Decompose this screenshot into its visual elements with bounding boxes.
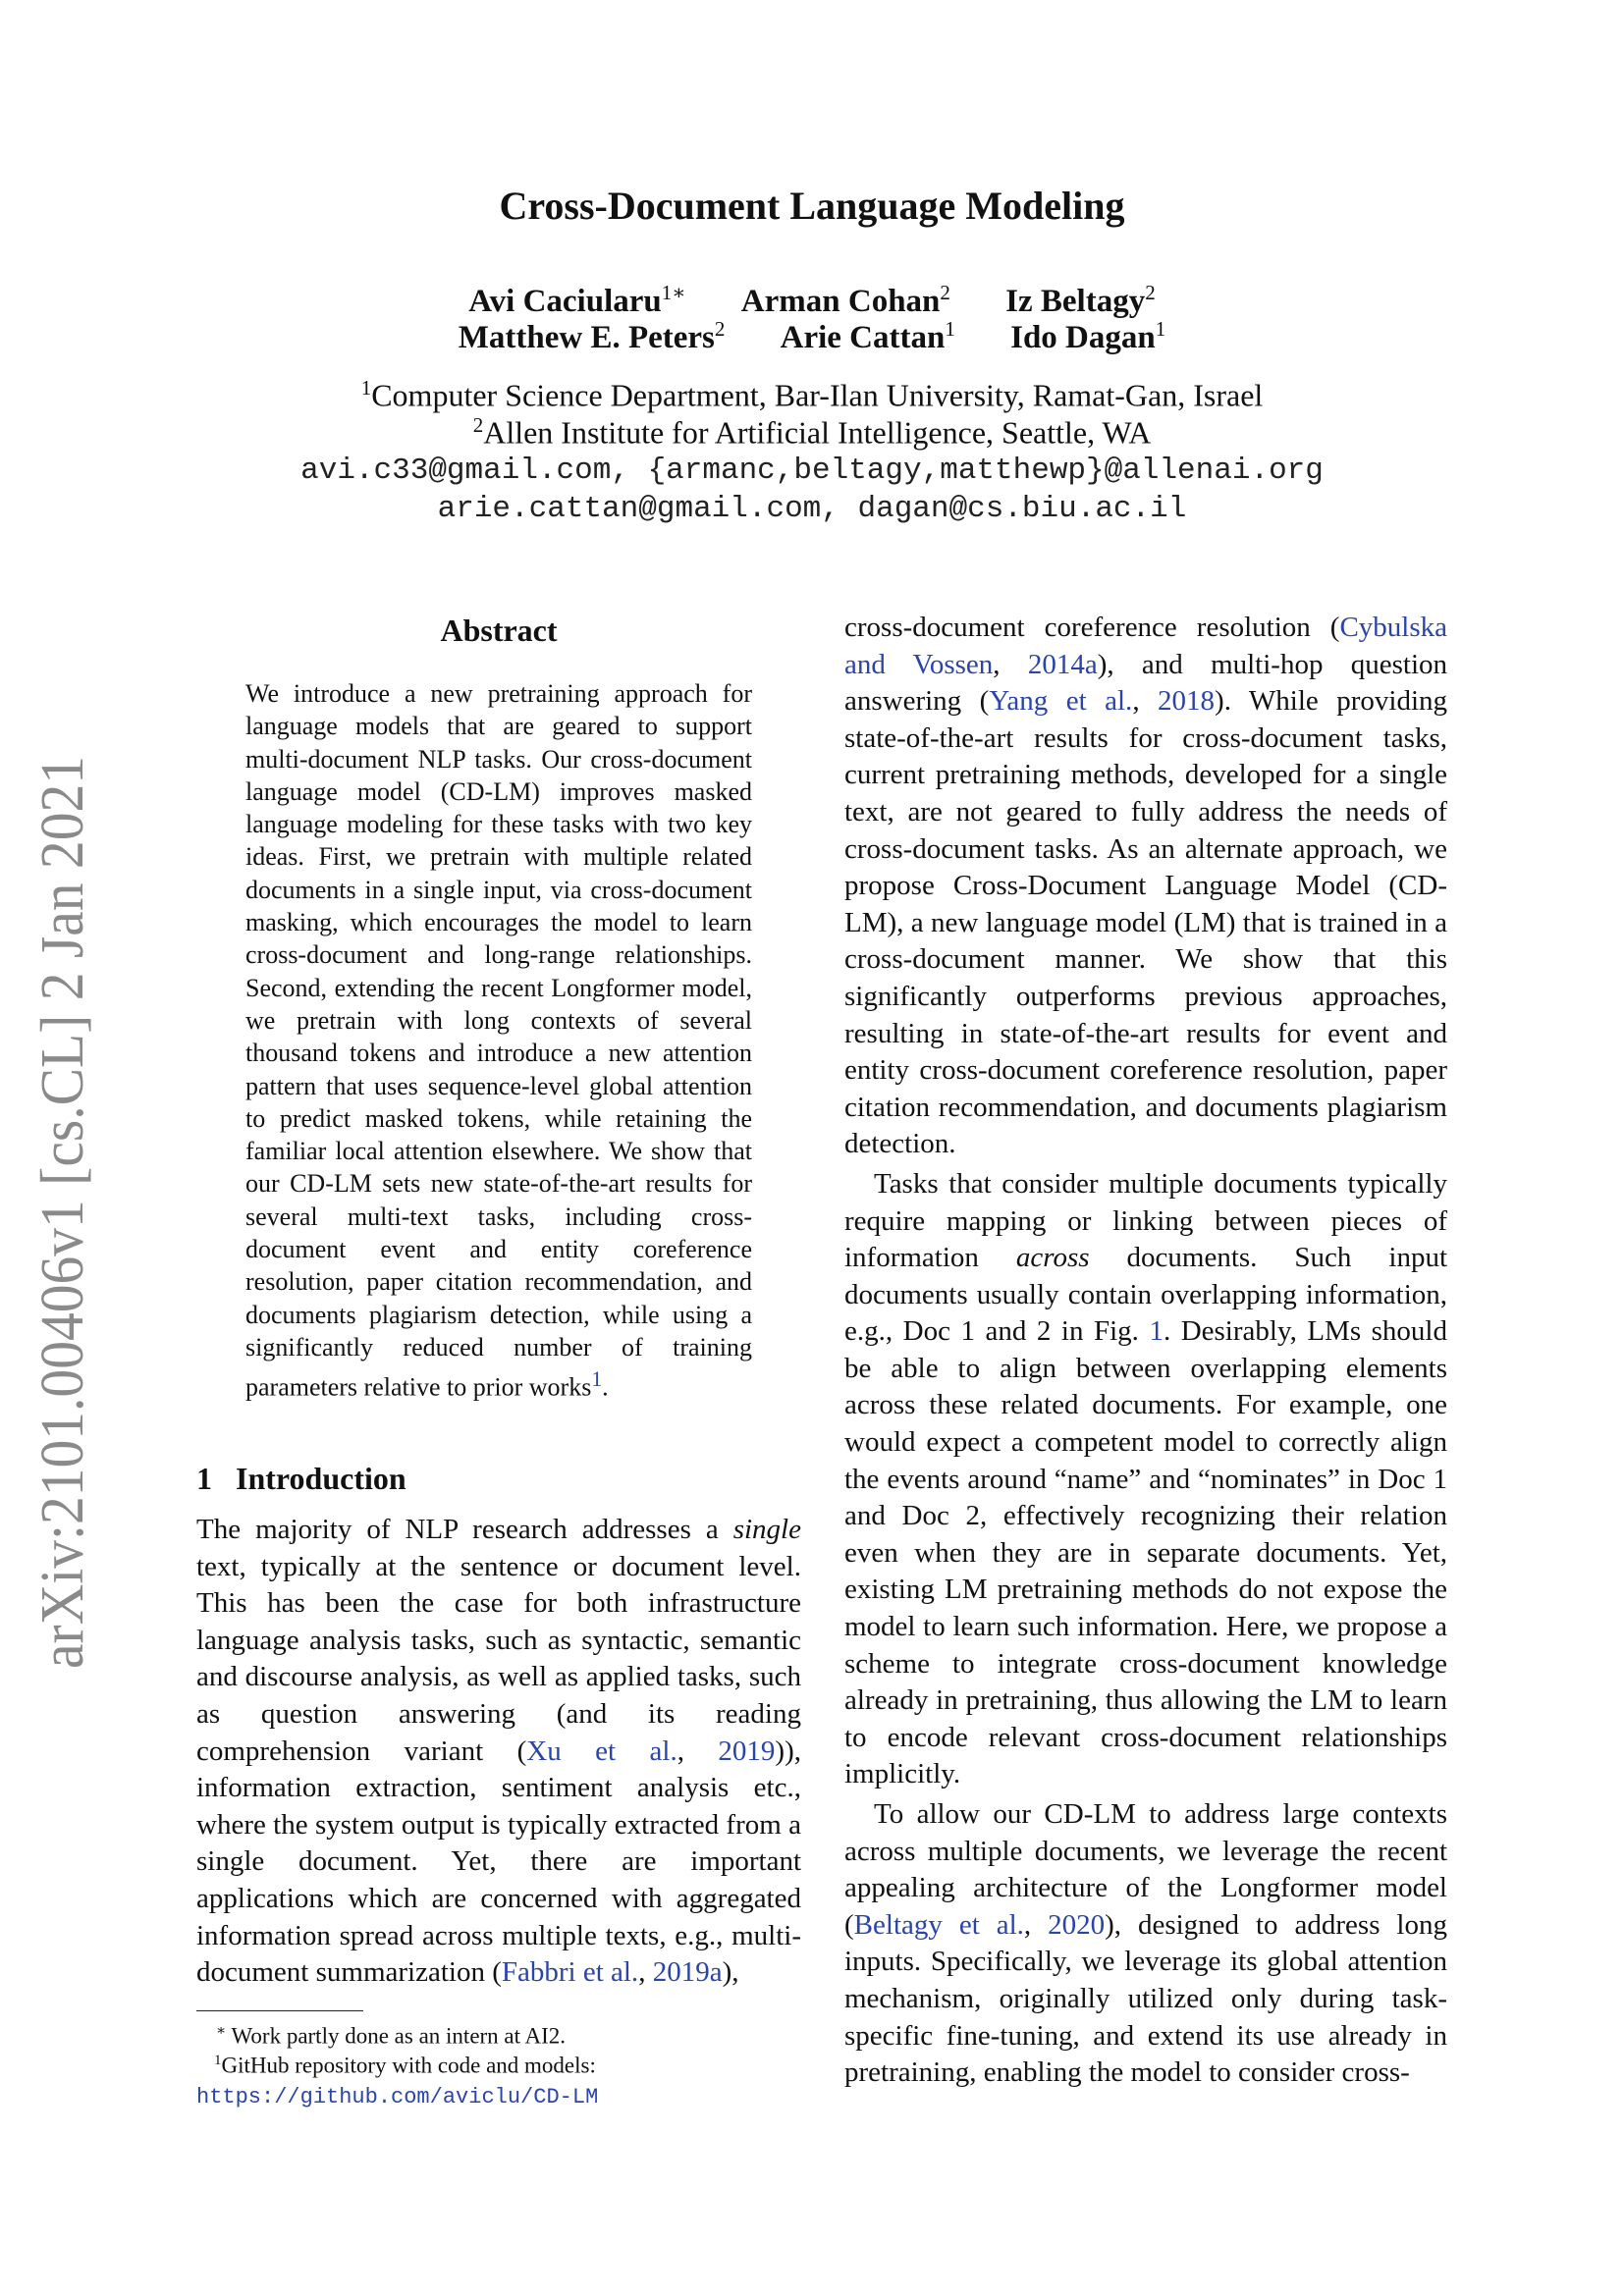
arxiv-side-stamp: [29, 684, 96, 1669]
author-emails-1: avi.c33@gmail.com, {armanc,beltagy,matthewp}@allenai.org: [300, 454, 1324, 488]
author-line-1: [0, 281, 1624, 320]
citation-year-link[interactable]: 2014a: [1027, 648, 1098, 680]
citation-link[interactable]: Xu et al.: [526, 1735, 677, 1767]
footnote-divider: [196, 2010, 363, 2011]
citation-year-link[interactable]: 2020: [1048, 1908, 1106, 1941]
author: Arman Cohan$^2$: [740, 281, 950, 319]
author-emails-2: arie.cattan@gmail.com, dagan@cs.biu.ac.il: [437, 492, 1187, 526]
right-column: [844, 610, 1447, 2092]
github-url-link[interactable]: https://github.com/aviclu/CD-LM: [196, 2084, 599, 2109]
author-line-2: [0, 317, 1624, 356]
figure-ref-link[interactable]: 1: [1149, 1315, 1164, 1348]
section-heading-introduction: 1 Introduction: [196, 1461, 406, 1496]
citation-link[interactable]: Cybulska and Vossen: [844, 612, 1447, 680]
author: Arie Cattan$^1$: [780, 317, 955, 355]
citation-year-link[interactable]: 2018: [1158, 685, 1216, 718]
arxiv-stamp-text: arXiv:2101.00406v1 [cs.CL] 2 Jan 2021: [29, 684, 96, 1669]
footnote: ∗ Work partly done as an intern at AI2.: [216, 2023, 567, 2049]
citation-link[interactable]: Fabbri et al.: [501, 1956, 639, 1989]
affiliation-2: $^2$Allen Institute for Artificial Intelligence, Seattle, WA: [472, 413, 1152, 451]
body-paragraph: To allow our CD-LM to address large contexts across multiple documents, we leverage the recent appealing architecture of the Longformer model (Beltagy et al., 2020), designed to address long inputs. Specifically, we leverage its global attention mechanism, originally utilized only during task-specific fine-tuning, and extend its use already in pretraining, enabling the model to consider cross-: [844, 1798, 1447, 2089]
citation-link[interactable]: Beltagy et al.: [853, 1908, 1024, 1941]
author: Ido Dagan$^1$: [1010, 317, 1166, 355]
citation-year-link[interactable]: 2019: [718, 1735, 776, 1767]
body-paragraph: Tasks that consider multiple documents typically require mapping or linking between pieces of information across documents. Such input documents usually contain overlapping information, e.g., Doc 1 and 2 in Fig. 1. Desirably, LMs should be able to align between overlapping elements across these related documents. For example, one would expect a competent model to correctly align the events around “name” and “nominates” in Doc 1 and Doc 2, effectively recognizing their relation even when they are in separate documents. Yet, existing LM pretraining methods do not expose the model to learn such information. Here, we propose a scheme to integrate cross-document knowledge already in pretraining, thus allowing the LM to learn to encode relevant cross-document relationships implicitly.: [844, 1167, 1447, 1790]
author: Avi Caciularu$^{1∗}$: [468, 281, 686, 319]
author: Matthew E. Peters$^2$: [458, 317, 726, 355]
body-paragraph: cross-document coreference resolution (Cybulska and Vossen, 2014a), and multi-hop question answering (Yang et al., 2018). While providing state-of-the-art results for cross-document tasks, current pretraining methods, developed for a single text, are not geared to fully address the needs of cross-document tasks. As an alternate approach, we propose Cross-Document Language Model (CD-LM), a new language model (LM) that is trained in a cross-document manner. We show that this significantly outperforms previous approaches, resulting in state-of-the-art results for event and entity cross-document coreference resolution, paper citation recommendation, and documents plagiarism detection.: [844, 612, 1448, 1160]
citation-year-link[interactable]: 2019a: [652, 1956, 723, 1989]
footnote-ref-link[interactable]: 1: [591, 1367, 603, 1392]
abstract-text: We introduce a new pretraining approach for language models that are geared to support multi-document NLP tasks. Our cross-document language model (CD-LM) improves masked language modeling for these tasks with two key ideas. First, we pretrain with multiple related documents in a single input, via cross-document masking, which encourages the model to learn cross-document and long-range relationships. Second, extending the recent Longformer model, we pretrain with long contexts of several thousand tokens and introduce a new attention pattern that uses sequence-level global attention to predict masked tokens, while retaining the familiar local attention elsewhere. We show that our CD-LM sets new state-of-the-art results for several multi-text tasks, including cross-document event and entity coreference resolution, paper citation recommendation, and documents plagiarism detection, while using a significantly reduced number of training parameters relative to prior works$^1$.: [245, 679, 752, 1402]
affiliation-1: $^1$Computer Science Department, Bar-Ilan University, Ramat-Gan, Israel: [360, 376, 1264, 413]
author: Iz Beltagy$^2$: [1005, 281, 1156, 319]
abstract-heading: Abstract: [440, 613, 558, 648]
footnote: $^1$GitHub repository with code and models: https://github.com/aviclu/CD-LM: [196, 2053, 599, 2109]
paper-title: Cross-Document Language Modeling: [499, 184, 1125, 228]
intro-paragraph: The majority of NLP research addresses a single text, typically at the sentence or document level. This has been the case for both infrastructure language analysis tasks, such as syntactic, semantic and discourse analysis, as well as applied tasks, such as question answering (and its reading comprehension variant (Xu et al., 2019)), information extraction, sentiment analysis etc., where the system output is typically extracted from a single document. Yet, there are important applications which are concerned with aggregated information spread across multiple texts, e.g., multi-document summarization (Fabbri et al., 2019a),: [196, 1514, 801, 1989]
citation-link[interactable]: Yang et al.: [989, 685, 1133, 718]
